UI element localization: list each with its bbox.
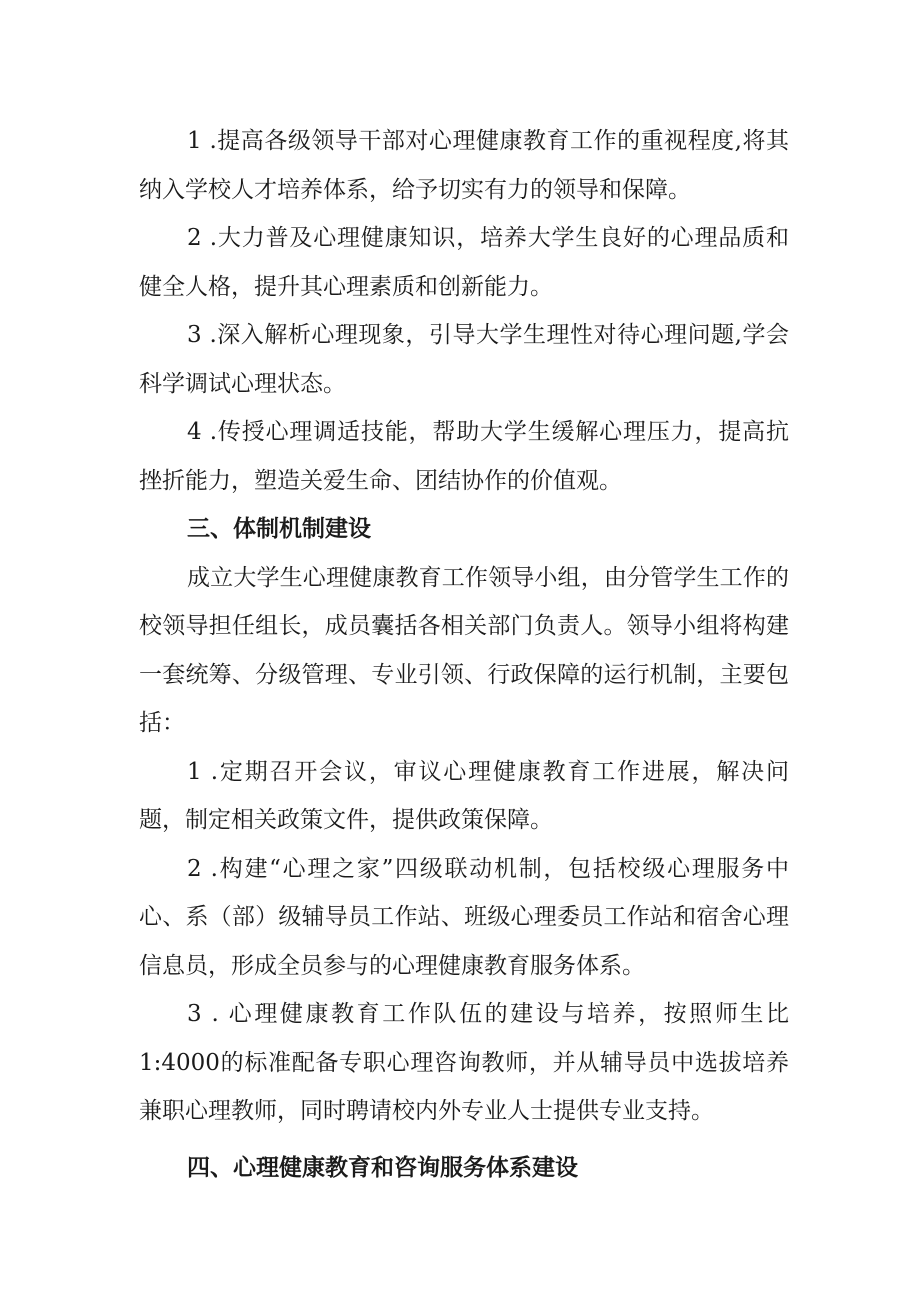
goal-item-2: 2 .大力普及心理健康知识，培养大学生良好的心理品质和健全人格，提升其心理素质和创新能力。 [139, 225, 789, 300]
goal-item-1: 1 .提高各级领导干部对心理健康教育工作的重视程度,将其纳入学校人才培养体系，给予切实有力的领导和保障。 [139, 128, 789, 203]
goal-item-4: 4 .传授心理调适技能，帮助大学生缓解心理压力，提高抗挫折能力，塑造关爱生命、团结协作的价值观。 [139, 419, 789, 494]
mechanism-item-1: 1 .定期召开会议，审议心理健康教育工作进展，解决问题，制定相关政策文件，提供政策保障。 [139, 758, 789, 833]
mechanism-item-2: 2 .构建“心理之家”四级联动机制，包括校级心理服务中心、系（部）级辅导员工作站、班级心理委员工作站和宿舍心理信息员，形成全员参与的心理健康教育服务体系。 [139, 855, 789, 979]
section-3-heading: 三、体制机制建设 [187, 516, 371, 542]
goal-item-3: 3 .深入解析心理现象，引导大学生理性对待心理问题,学会科学调试心理状态。 [139, 322, 789, 397]
section-3-intro: 成立大学生心理健康教育工作领导小组，由分管学生工作的校领导担任组长，成员囊括各相关部门负责人。领导小组将构建一套统筹、分级管理、专业引领、行政保障的运行机制，主要包括： [139, 564, 789, 736]
section-4-heading: 四、心理健康教育和咨询服务体系建设 [187, 1154, 578, 1181]
document-body [139, 117, 789, 1192]
mechanism-item-3: 3 . 心理健康教育工作队伍的建设与培养，按照师生比1:4000的标准配备专职心理咨询教师，并从辅导员中选拔培养兼职心理教师，同时聘请校内外专业人士提供专业支持。 [139, 1001, 789, 1124]
